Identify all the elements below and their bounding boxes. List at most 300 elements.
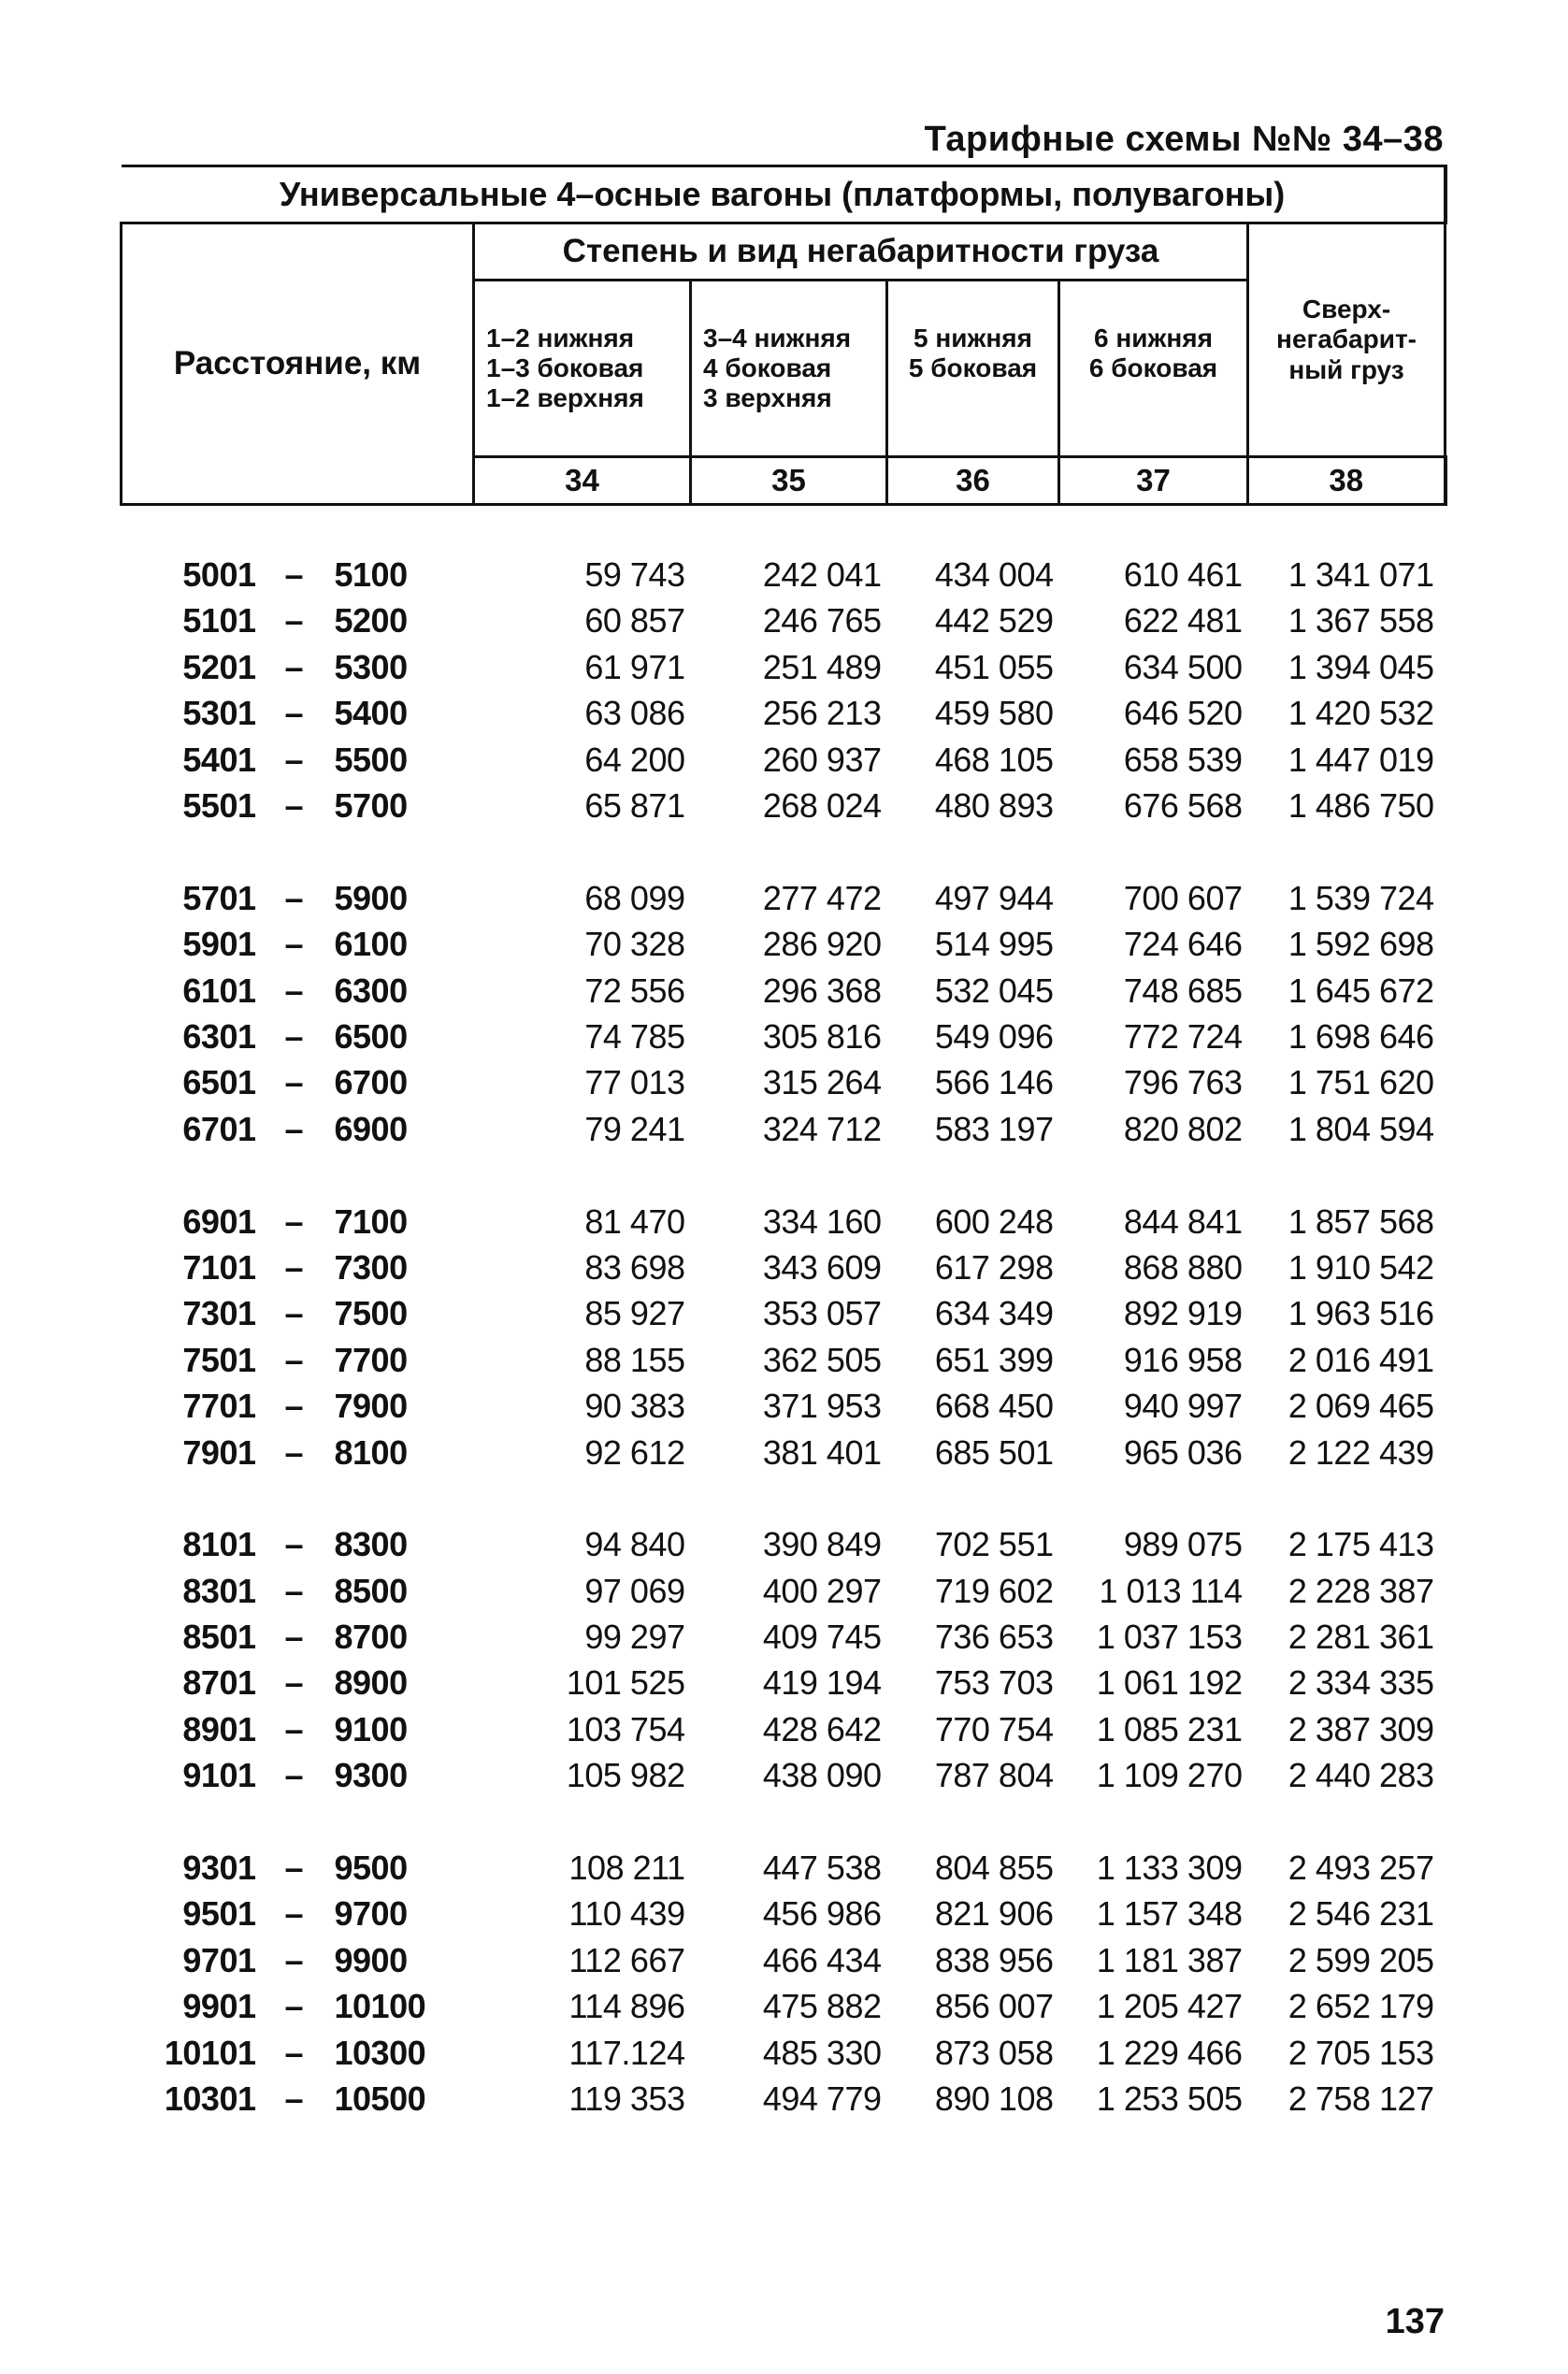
- tariff-value-36: 770 754: [934, 1709, 1054, 1748]
- tariff-value-35: 371 953: [762, 1387, 882, 1426]
- tariff-value-34: 74 785: [584, 1016, 685, 1056]
- super-header-line: Сверх-: [1302, 295, 1391, 324]
- tariff-value-37: 1 061 192: [1096, 1663, 1243, 1703]
- group-spacer: [122, 1152, 1446, 1198]
- distance-dash: –: [284, 925, 304, 964]
- distance-cell: [122, 1984, 474, 2030]
- tariff-value-34: 77 013: [584, 1063, 685, 1102]
- distance-cell: [122, 1245, 474, 1290]
- table-row: [122, 691, 1446, 737]
- tariff-value-36: 468 105: [934, 740, 1054, 779]
- tariff-value-38: 2 122 439: [1287, 1432, 1434, 1472]
- distance-to: 7700: [334, 1340, 408, 1379]
- tariff-value-34: 97 069: [584, 1571, 685, 1610]
- tariff-value-34: 94 840: [584, 1525, 685, 1564]
- distance-to: 9100: [334, 1709, 408, 1748]
- tariff-value-38: 2 440 283: [1287, 1756, 1434, 1795]
- distance-from: 8701: [182, 1663, 256, 1703]
- table-row: [122, 1753, 1446, 1799]
- tariff-value-35: 324 712: [762, 1109, 882, 1148]
- table-row: [122, 1614, 1446, 1660]
- tariff-value-38: 1 539 724: [1287, 878, 1434, 917]
- tariff-value-38: 1 963 516: [1287, 1294, 1434, 1333]
- tariff-value-34: 68 099: [584, 878, 685, 917]
- tariff-value-35: 334 160: [762, 1201, 882, 1241]
- tariff-value-37: 820 802: [1123, 1109, 1243, 1148]
- distance-to: 7300: [334, 1247, 408, 1287]
- tariff-value-36: 497 944: [934, 878, 1054, 917]
- distance-cell: [122, 1106, 474, 1152]
- tariff-value-35: 419 194: [762, 1663, 882, 1703]
- distance-from: 8901: [182, 1709, 256, 1748]
- tariff-value-37: 916 958: [1123, 1340, 1243, 1379]
- distance-dash: –: [284, 1709, 304, 1748]
- tariff-value-34: 92 612: [584, 1432, 685, 1472]
- subheader-line: 5 боковая: [908, 353, 1038, 382]
- distance-from: 9101: [182, 1756, 256, 1795]
- tariff-value-34: 110 439: [568, 1894, 685, 1934]
- tariff-value-37: 1 253 505: [1096, 2079, 1243, 2118]
- spacer-cell: [122, 829, 1446, 875]
- tariff-value-36: 617 298: [934, 1247, 1054, 1287]
- tariff-value-35: 400 297: [762, 1571, 882, 1610]
- distance-dash: –: [284, 1294, 304, 1333]
- tariff-value-37: 940 997: [1123, 1387, 1243, 1426]
- tariff-value-38: 1 645 672: [1287, 971, 1434, 1010]
- distance-to: 10500: [334, 2079, 426, 2118]
- tariff-value-34: 117.124: [568, 2033, 685, 2072]
- tariff-value-34: 103 754: [566, 1709, 685, 1748]
- tariff-value-34: 88 155: [584, 1340, 685, 1379]
- tariff-value-37: 1 133 309: [1096, 1849, 1243, 1888]
- tariff-value-35: 494 779: [762, 2079, 882, 2118]
- subheader-35: [691, 281, 887, 457]
- distance-dash: –: [284, 1894, 304, 1934]
- tariff-value-35: 277 472: [762, 878, 882, 917]
- column-number-38: 38: [1248, 457, 1446, 505]
- distance-from: 5001: [182, 555, 256, 595]
- tariff-value-36: 459 580: [934, 694, 1054, 733]
- tariff-value-35: 381 401: [762, 1432, 882, 1472]
- distance-cell: [122, 644, 474, 690]
- distance-from: 8101: [182, 1525, 256, 1564]
- distance-to: 8900: [334, 1663, 408, 1703]
- table-row: [122, 1430, 1446, 1475]
- tariff-value-37: 1 037 153: [1096, 1618, 1243, 1657]
- tariff-value-38: 1 804 594: [1287, 1109, 1434, 1148]
- tariff-value-37: 1 181 387: [1096, 1940, 1243, 1979]
- distance-header: Расстояние, км: [122, 223, 474, 505]
- tariff-value-37: 700 607: [1123, 878, 1243, 917]
- tariff-value-37: 1 085 231: [1096, 1709, 1243, 1748]
- distance-cell: [122, 691, 474, 737]
- tariff-value-37: 658 539: [1123, 740, 1243, 779]
- distance-cell: [122, 1337, 474, 1383]
- distance-to: 5300: [334, 647, 408, 686]
- tariff-value-37: 724 646: [1123, 925, 1243, 964]
- table-row: [122, 1661, 1446, 1706]
- tariff-value-34: 81 470: [584, 1201, 685, 1241]
- distance-from: 5501: [182, 786, 256, 826]
- distance-cell: [122, 1383, 474, 1429]
- group-spacer: [122, 1475, 1446, 1521]
- column-number-37: 37: [1059, 457, 1248, 505]
- tariff-value-37: 1 109 270: [1096, 1756, 1243, 1795]
- distance-cell: [122, 875, 474, 921]
- wagon-type-header: Универсальные 4–осные вагоны (платформы, полувагоны): [122, 166, 1446, 223]
- page-number: 137: [1385, 2302, 1445, 2341]
- tariff-value-35: 353 057: [762, 1294, 882, 1333]
- tariff-value-34: 85 927: [584, 1294, 685, 1333]
- table-row: [122, 2030, 1446, 2076]
- distance-dash: –: [284, 1109, 304, 1148]
- table-row: [122, 875, 1446, 921]
- tariff-value-34: 61 971: [584, 647, 685, 686]
- table-row: [122, 922, 1446, 968]
- tariff-value-35: 362 505: [762, 1340, 882, 1379]
- distance-to: 10100: [334, 1987, 426, 2026]
- distance-from: 6301: [182, 1016, 256, 1056]
- column-number-36: 36: [887, 457, 1059, 505]
- distance-cell: [122, 1753, 474, 1799]
- tariff-value-35: 260 937: [762, 740, 882, 779]
- distance-from: 5201: [182, 647, 256, 686]
- distance-dash: –: [284, 1663, 304, 1703]
- distance-dash: –: [284, 1756, 304, 1795]
- subheader-line: 1–2 верхняя: [486, 383, 644, 413]
- distance-dash: –: [284, 1340, 304, 1379]
- distance-cell: [122, 1291, 474, 1337]
- subheader-line: 6 нижняя: [1094, 323, 1213, 353]
- tariff-value-38: 2 334 335: [1287, 1663, 1434, 1703]
- subheader-line: 3 верхняя: [703, 383, 832, 413]
- distance-dash: –: [284, 1987, 304, 2026]
- table-row: [122, 1522, 1446, 1568]
- distance-from: 5301: [182, 694, 256, 733]
- tariff-value-37: 1 205 427: [1096, 1987, 1243, 2026]
- distance-dash: –: [284, 1247, 304, 1287]
- tariff-value-36: 651 399: [934, 1340, 1054, 1379]
- tariff-value-36: 434 004: [934, 555, 1054, 595]
- distance-to: 5900: [334, 878, 408, 917]
- tariff-value-34: 119 353: [568, 2079, 685, 2118]
- table-row: [122, 598, 1446, 644]
- distance-from: 7301: [182, 1294, 256, 1333]
- tariff-value-34: 64 200: [584, 740, 685, 779]
- tariff-value-35: 466 434: [762, 1940, 882, 1979]
- tariff-value-37: 989 075: [1123, 1525, 1243, 1564]
- distance-to: 6500: [334, 1016, 408, 1056]
- tariff-value-38: 2 175 413: [1287, 1525, 1434, 1564]
- tariff-value-36: 549 096: [934, 1016, 1054, 1056]
- tariff-value-37: 1 229 466: [1096, 2033, 1243, 2072]
- tariff-value-34: 60 857: [584, 601, 685, 640]
- tariff-value-35: 485 330: [762, 2033, 882, 2072]
- table-row: [122, 968, 1446, 1014]
- tariff-value-36: 451 055: [934, 647, 1054, 686]
- tariff-value-35: 286 920: [762, 925, 882, 964]
- tariff-value-35: 475 882: [762, 1987, 882, 2026]
- group-spacer: [122, 505, 1446, 553]
- tariff-value-36: 838 956: [934, 1940, 1054, 1979]
- distance-dash: –: [284, 694, 304, 733]
- tariff-value-37: 965 036: [1123, 1432, 1243, 1472]
- tariff-value-38: 2 758 127: [1287, 2079, 1434, 2118]
- super-header-line: ный груз: [1288, 354, 1404, 384]
- table-row: [122, 1845, 1446, 1891]
- table-row: [122, 644, 1446, 690]
- distance-from: 8501: [182, 1618, 256, 1657]
- tariff-value-34: 59 743: [584, 555, 685, 595]
- distance-dash: –: [284, 1940, 304, 1979]
- tariff-value-35: 251 489: [762, 647, 882, 686]
- distance-cell: [122, 1845, 474, 1891]
- distance-to: 8700: [334, 1618, 408, 1657]
- tariff-value-35: 438 090: [762, 1756, 882, 1795]
- distance-to: 7500: [334, 1294, 408, 1333]
- distance-cell: [122, 1430, 474, 1475]
- distance-cell: [122, 1014, 474, 1059]
- table-row: [122, 1291, 1446, 1337]
- distance-dash: –: [284, 1525, 304, 1564]
- distance-to: 5100: [334, 555, 408, 595]
- subheader-line: [1060, 383, 1246, 413]
- tariff-value-38: 2 652 179: [1287, 1987, 1434, 2026]
- distance-to: 9900: [334, 1940, 408, 1979]
- tariff-value-38: 2 069 465: [1287, 1387, 1434, 1426]
- tariff-value-35: 390 849: [762, 1525, 882, 1564]
- distance-cell: [122, 1892, 474, 1937]
- tariff-value-36: 873 058: [934, 2033, 1054, 2072]
- table-row: [122, 2076, 1446, 2122]
- tariff-value-37: 646 520: [1123, 694, 1243, 733]
- subheader-34: [474, 281, 691, 457]
- subheader-line: 3–4 нижняя: [703, 323, 852, 353]
- spacer-cell: [122, 1475, 1446, 1521]
- distance-to: 5400: [334, 694, 408, 733]
- distance-cell: [122, 552, 474, 597]
- tariff-value-36: 634 349: [934, 1294, 1054, 1333]
- distance-cell: [122, 2076, 474, 2122]
- tariff-value-34: 112 667: [568, 1940, 685, 1979]
- tariff-value-34: 114 896: [568, 1987, 685, 2026]
- distance-to: 5700: [334, 786, 408, 826]
- distance-from: 8301: [182, 1571, 256, 1610]
- tariff-value-35: 296 368: [762, 971, 882, 1010]
- distance-cell: [122, 1522, 474, 1568]
- distance-dash: –: [284, 740, 304, 779]
- tariff-value-36: 753 703: [934, 1663, 1054, 1703]
- tariff-value-36: 668 450: [934, 1387, 1054, 1426]
- tariff-value-36: 480 893: [934, 786, 1054, 826]
- distance-dash: –: [284, 1849, 304, 1888]
- tariff-value-38: 1 751 620: [1287, 1063, 1434, 1102]
- distance-to: 6300: [334, 971, 408, 1010]
- distance-dash: –: [284, 971, 304, 1010]
- tariff-value-36: 600 248: [934, 1201, 1054, 1241]
- distance-cell: [122, 737, 474, 783]
- tariff-value-38: 1 367 558: [1287, 601, 1434, 640]
- distance-from: 6101: [182, 971, 256, 1010]
- tariff-value-37: 868 880: [1123, 1247, 1243, 1287]
- distance-to: 6700: [334, 1063, 408, 1102]
- tariff-value-35: 256 213: [762, 694, 882, 733]
- distance-to: 8500: [334, 1571, 408, 1610]
- tariff-value-36: 702 551: [934, 1525, 1054, 1564]
- tariff-value-37: 634 500: [1123, 647, 1243, 686]
- tariff-value-34: 65 871: [584, 786, 685, 826]
- distance-dash: –: [284, 555, 304, 595]
- tariff-value-35: 315 264: [762, 1063, 882, 1102]
- tariff-value-35: 409 745: [762, 1618, 882, 1657]
- subheader-line: 4 боковая: [703, 353, 832, 382]
- degree-header: Степень и вид негабаритности груза: [474, 223, 1248, 281]
- tariff-value-34: 70 328: [584, 925, 685, 964]
- distance-dash: –: [284, 1571, 304, 1610]
- tariff-value-37: 844 841: [1123, 1201, 1243, 1241]
- tariff-value-38: 1 698 646: [1287, 1016, 1434, 1056]
- distance-cell: [122, 598, 474, 644]
- distance-from: 6701: [182, 1109, 256, 1148]
- distance-from: 5401: [182, 740, 256, 779]
- distance-to: 5500: [334, 740, 408, 779]
- table-row: [122, 1383, 1446, 1429]
- distance-to: 9500: [334, 1849, 408, 1888]
- spacer-cell: [122, 505, 1446, 553]
- tariff-value-37: 610 461: [1123, 555, 1243, 595]
- distance-dash: –: [284, 1016, 304, 1056]
- tariff-table: [120, 165, 1447, 2122]
- tariff-value-38: 2 228 387: [1287, 1571, 1434, 1610]
- tariff-value-34: 72 556: [584, 971, 685, 1010]
- tariff-value-34: 63 086: [584, 694, 685, 733]
- tariff-value-34: 99 297: [584, 1618, 685, 1657]
- distance-dash: –: [284, 1387, 304, 1426]
- tariff-value-35: 343 609: [762, 1247, 882, 1287]
- tariff-value-36: 685 501: [934, 1432, 1054, 1472]
- distance-to: 8300: [334, 1525, 408, 1564]
- group-spacer: [122, 1799, 1446, 1845]
- distance-cell: [122, 783, 474, 828]
- tariff-value-38: 1 486 750: [1287, 786, 1434, 826]
- tariff-value-38: 2 546 231: [1287, 1894, 1434, 1934]
- subheader-line: 6 боковая: [1088, 353, 1218, 382]
- tariff-value-34: 105 982: [566, 1756, 685, 1795]
- tariff-value-35: 242 041: [762, 555, 882, 595]
- tariff-value-38: 1 420 532: [1287, 694, 1434, 733]
- table-row: [122, 1014, 1446, 1059]
- distance-from: 7901: [182, 1432, 256, 1472]
- table-row: [122, 1060, 1446, 1106]
- distance-dash: –: [284, 786, 304, 826]
- table-header: [122, 166, 1446, 505]
- distance-dash: –: [284, 1432, 304, 1472]
- tariff-value-38: 2 387 309: [1287, 1709, 1434, 1748]
- tariff-value-37: 1 157 348: [1096, 1894, 1243, 1934]
- column-number-35: 35: [691, 457, 887, 505]
- distance-from: 7501: [182, 1340, 256, 1379]
- tariff-value-37: 676 568: [1123, 786, 1243, 826]
- tariff-value-37: 748 685: [1123, 971, 1243, 1010]
- super-header-line: негабарит-: [1276, 324, 1417, 354]
- table-row: [122, 1937, 1446, 1983]
- tariff-value-36: 532 045: [934, 971, 1054, 1010]
- distance-from: 9701: [182, 1940, 256, 1979]
- distance-dash: –: [284, 647, 304, 686]
- tariff-value-35: 268 024: [762, 786, 882, 826]
- distance-cell: [122, 922, 474, 968]
- distance-dash: –: [284, 1618, 304, 1657]
- distance-to: 6100: [334, 925, 408, 964]
- tariff-value-35: 305 816: [762, 1016, 882, 1056]
- column-number-34: 34: [474, 457, 691, 505]
- distance-cell: [122, 1060, 474, 1106]
- table-row: [122, 1984, 1446, 2030]
- tariff-value-36: 787 804: [934, 1756, 1054, 1795]
- distance-dash: –: [284, 2079, 304, 2118]
- tariff-value-38: 2 599 205: [1287, 1940, 1434, 1979]
- distance-cell: [122, 2030, 474, 2076]
- tariff-value-34: 90 383: [584, 1387, 685, 1426]
- distance-to: 7900: [334, 1387, 408, 1426]
- tariff-value-36: 856 007: [934, 1987, 1054, 2026]
- tariff-value-36: 736 653: [934, 1618, 1054, 1657]
- table-row: [122, 1199, 1446, 1245]
- distance-cell: [122, 968, 474, 1014]
- tariff-value-38: 2 493 257: [1287, 1849, 1434, 1888]
- tariff-value-37: 796 763: [1123, 1063, 1243, 1102]
- tariff-value-36: 719 602: [934, 1571, 1054, 1610]
- scheme-title: Тарифные схемы №№ 34–38: [924, 120, 1444, 159]
- table-row: [122, 552, 1446, 597]
- distance-cell: [122, 1568, 474, 1614]
- subheader-line: 1–2 нижняя: [486, 323, 635, 353]
- distance-dash: –: [284, 878, 304, 917]
- distance-from: 7701: [182, 1387, 256, 1426]
- tariff-value-34: 79 241: [584, 1109, 685, 1148]
- distance-from: 5901: [182, 925, 256, 964]
- tariff-value-35: 447 538: [762, 1849, 882, 1888]
- tariff-value-37: 622 481: [1123, 601, 1243, 640]
- distance-from: 5101: [182, 601, 256, 640]
- distance-from: 10301: [164, 2079, 256, 2118]
- spacer-cell: [122, 1799, 1446, 1845]
- distance-dash: –: [284, 601, 304, 640]
- tariff-value-36: 804 855: [934, 1849, 1054, 1888]
- distance-from: 6501: [182, 1063, 256, 1102]
- table-row: [122, 783, 1446, 828]
- spacer-cell: [122, 1152, 1446, 1198]
- tariff-value-34: 108 211: [568, 1849, 685, 1888]
- table-row: [122, 1106, 1446, 1152]
- table-row: [122, 737, 1446, 783]
- distance-from: 10101: [164, 2033, 256, 2072]
- tariff-value-36: 514 995: [934, 925, 1054, 964]
- tariff-value-38: 2 281 361: [1287, 1618, 1434, 1657]
- table-row: [122, 1706, 1446, 1752]
- distance-from: 9901: [182, 1987, 256, 2026]
- table-row: [122, 1892, 1446, 1937]
- distance-to: 10300: [334, 2033, 426, 2072]
- tariff-value-37: 772 724: [1123, 1016, 1243, 1056]
- tariff-value-35: 428 642: [762, 1709, 882, 1748]
- tariff-value-38: 1 592 698: [1287, 925, 1434, 964]
- distance-from: 9501: [182, 1894, 256, 1934]
- distance-from: 6901: [182, 1201, 256, 1241]
- tariff-value-36: 821 906: [934, 1894, 1054, 1934]
- table-body: [122, 505, 1446, 2122]
- subheader-37: [1059, 281, 1248, 457]
